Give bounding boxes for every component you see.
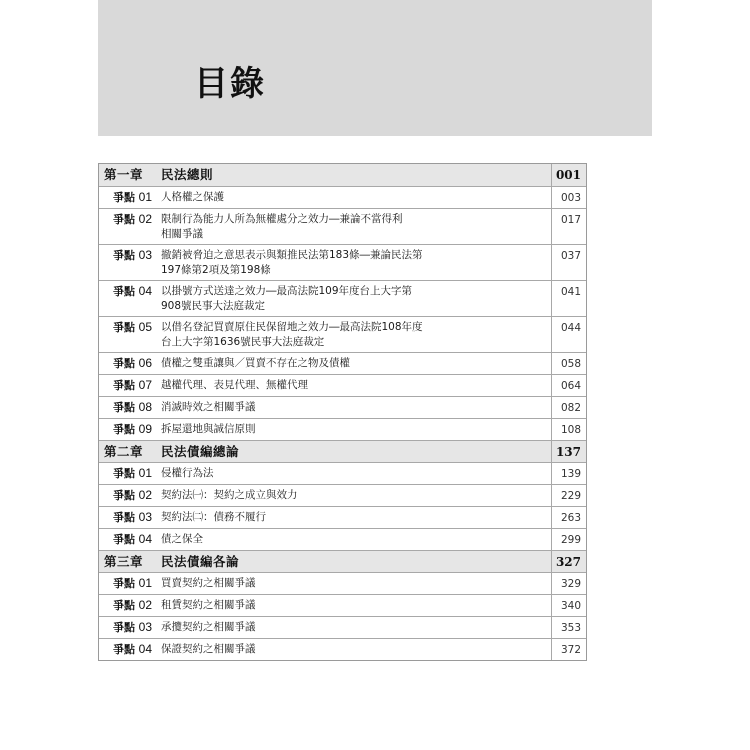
entry-body xyxy=(99,353,552,374)
issue-number: 05 xyxy=(138,320,153,334)
entry-page-number: 229 xyxy=(560,490,581,502)
toc-entry[interactable] xyxy=(99,506,586,528)
issue-title-line: 台上大字第1636號民事大法庭裁定 xyxy=(161,336,325,348)
issue-number: 03 xyxy=(138,510,153,524)
toc-entry[interactable] xyxy=(99,418,586,440)
toc-entry[interactable] xyxy=(99,528,586,550)
entry-page-number: 299 xyxy=(560,534,581,546)
entry-page-number: 041 xyxy=(560,286,581,298)
toc-entry[interactable] xyxy=(99,484,586,506)
issue-badge xyxy=(113,190,159,208)
issue-title xyxy=(159,598,551,616)
entry-body xyxy=(99,507,552,528)
toc-entry[interactable] xyxy=(99,374,586,396)
chapter-row[interactable] xyxy=(99,440,586,462)
issue-title-line: 人格權之保護 xyxy=(161,191,224,203)
issue-title-line: 租賃契約之相關爭議 xyxy=(161,599,256,611)
issue-number: 02 xyxy=(138,598,153,612)
entry-page-number: 139 xyxy=(560,468,581,480)
issue-title-line: 以借名登記買賣原住民保留地之效力―最高法院108年度 xyxy=(161,321,423,333)
issue-title-line: 消滅時效之相關爭議 xyxy=(161,401,256,413)
entry-body xyxy=(99,529,552,550)
issue-number: 07 xyxy=(138,378,153,392)
issue-badge xyxy=(113,466,159,484)
issue-label: 爭點 xyxy=(113,191,135,204)
chapter-title: 民法債編各論 xyxy=(161,554,240,569)
issue-label: 爭點 xyxy=(113,285,135,298)
entry-page-number: 372 xyxy=(560,644,581,656)
entry-body xyxy=(99,281,552,316)
issue-title xyxy=(159,284,551,316)
chapter-page-number: 137 xyxy=(555,445,581,459)
toc-entry[interactable] xyxy=(99,280,586,316)
issue-title-line: 契約法㈠：契約之成立與效力 xyxy=(161,489,298,501)
toc-entry[interactable] xyxy=(99,186,586,208)
issue-title xyxy=(159,620,551,638)
issue-label: 爭點 xyxy=(113,321,135,334)
issue-label: 爭點 xyxy=(113,621,135,634)
issue-badge xyxy=(113,400,159,418)
issue-title xyxy=(159,400,551,418)
issue-title xyxy=(159,212,551,244)
title-band xyxy=(98,0,652,136)
issue-number: 04 xyxy=(138,284,153,298)
issue-number: 01 xyxy=(138,466,153,480)
issue-title-line: 以掛號方式送達之效力―最高法院109年度台上大字第 xyxy=(161,285,413,297)
issue-title-line: 債權之雙重讓與／買賣不存在之物及債權 xyxy=(161,357,350,369)
entry-page-number: 017 xyxy=(560,214,581,226)
chapter-number: 第三章 xyxy=(104,554,144,569)
issue-number: 01 xyxy=(138,190,153,204)
issue-title xyxy=(159,642,551,660)
issue-badge xyxy=(113,620,159,638)
issue-number: 04 xyxy=(138,532,153,546)
chapter-heading xyxy=(99,441,552,462)
entry-page-number: 353 xyxy=(560,622,581,634)
toc-entry[interactable] xyxy=(99,462,586,484)
entry-page-number: 082 xyxy=(560,402,581,414)
chapter-row[interactable] xyxy=(99,164,586,186)
entry-body xyxy=(99,375,552,396)
issue-badge xyxy=(113,378,159,396)
issue-number: 08 xyxy=(138,400,153,414)
issue-label: 爭點 xyxy=(113,489,135,502)
entry-body xyxy=(99,317,552,352)
issue-badge xyxy=(113,284,159,316)
issue-title-line: 買賣契約之相關爭議 xyxy=(161,577,256,589)
issue-label: 爭點 xyxy=(113,357,135,370)
toc-entry[interactable] xyxy=(99,638,586,660)
issue-title-line: 保證契約之相關爭議 xyxy=(161,643,256,655)
issue-badge xyxy=(113,576,159,594)
issue-label: 爭點 xyxy=(113,511,135,524)
issue-title-line: 197條第2項及第198條 xyxy=(161,264,271,276)
chapter-title: 民法債編總論 xyxy=(161,444,240,459)
issue-title-line: 承攬契約之相關爭議 xyxy=(161,621,256,633)
issue-title xyxy=(159,422,551,440)
entry-body xyxy=(99,187,552,208)
issue-badge xyxy=(113,642,159,660)
issue-badge xyxy=(113,248,159,280)
issue-badge xyxy=(113,598,159,616)
entry-body xyxy=(99,463,552,484)
chapter-title: 民法總則 xyxy=(161,167,214,182)
issue-title xyxy=(159,356,551,374)
issue-title xyxy=(159,488,551,506)
issue-title-line: 拆屋還地與誠信原則 xyxy=(161,423,256,435)
entry-body xyxy=(99,617,552,638)
issue-label: 爭點 xyxy=(113,643,135,656)
issue-badge xyxy=(113,532,159,550)
issue-title-line: 越權代理、表見代理、無權代理 xyxy=(161,379,308,391)
entry-body xyxy=(99,573,552,594)
issue-label: 爭點 xyxy=(113,577,135,590)
chapter-page-number: 327 xyxy=(555,555,581,569)
entry-page-number: 329 xyxy=(560,578,581,590)
issue-label: 爭點 xyxy=(113,467,135,480)
page-title: 目錄 xyxy=(194,64,266,104)
chapter-row[interactable] xyxy=(99,550,586,572)
entry-body xyxy=(99,397,552,418)
entry-page-number: 064 xyxy=(560,380,581,392)
entry-page-number: 108 xyxy=(560,424,581,436)
issue-label: 爭點 xyxy=(113,379,135,392)
entry-page-number: 003 xyxy=(560,192,581,204)
issue-label: 爭點 xyxy=(113,249,135,262)
issue-title-line: 侵權行為法 xyxy=(161,467,214,479)
issue-number: 01 xyxy=(138,576,153,590)
issue-number: 02 xyxy=(138,212,153,226)
chapter-heading xyxy=(99,551,552,572)
issue-number: 04 xyxy=(138,642,153,656)
toc-entry[interactable] xyxy=(99,244,586,280)
issue-number: 03 xyxy=(138,248,153,262)
issue-badge xyxy=(113,510,159,528)
issue-number: 06 xyxy=(138,356,153,370)
entry-page-number: 263 xyxy=(560,512,581,524)
toc-entry[interactable] xyxy=(99,316,586,352)
table-of-contents xyxy=(98,163,587,661)
toc-entry[interactable] xyxy=(99,572,586,594)
issue-title xyxy=(159,466,551,484)
issue-label: 爭點 xyxy=(113,423,135,436)
issue-label: 爭點 xyxy=(113,401,135,414)
chapter-number: 第二章 xyxy=(104,444,144,459)
entry-body xyxy=(99,595,552,616)
toc-entry[interactable] xyxy=(99,352,586,374)
issue-badge xyxy=(113,356,159,374)
entry-page-number: 037 xyxy=(560,250,581,262)
issue-label: 爭點 xyxy=(113,213,135,226)
issue-label: 爭點 xyxy=(113,533,135,546)
issue-title-line: 債之保全 xyxy=(161,533,203,545)
issue-title xyxy=(159,248,551,280)
issue-badge xyxy=(113,212,159,244)
issue-badge xyxy=(113,488,159,506)
toc-entry[interactable] xyxy=(99,594,586,616)
issue-title-line: 限制行為能力人所為無權處分之效力―兼論不當得利 xyxy=(161,213,403,225)
issue-title-line: 契約法㈡：債務不履行 xyxy=(161,511,266,523)
issue-number: 09 xyxy=(138,422,153,436)
issue-title-line: 相關爭議 xyxy=(161,228,203,240)
chapter-number: 第一章 xyxy=(104,167,144,182)
toc-entry[interactable] xyxy=(99,208,586,244)
issue-title xyxy=(159,190,551,208)
issue-title-line: 撤銷被脅迫之意思表示與類推民法第183條―兼論民法第 xyxy=(161,249,423,261)
issue-title-line: 908號民事大法庭裁定 xyxy=(161,300,266,312)
entry-page-number: 044 xyxy=(560,322,581,334)
issue-title xyxy=(159,576,551,594)
chapter-page-number: 001 xyxy=(555,168,581,182)
chapter-heading xyxy=(99,164,552,186)
entry-body xyxy=(99,639,552,660)
issue-number: 03 xyxy=(138,620,153,634)
entry-page-number: 058 xyxy=(560,358,581,370)
issue-label: 爭點 xyxy=(113,599,135,612)
issue-title xyxy=(159,510,551,528)
issue-number: 02 xyxy=(138,488,153,502)
entry-body xyxy=(99,419,552,440)
issue-title xyxy=(159,378,551,396)
issue-badge xyxy=(113,320,159,352)
issue-badge xyxy=(113,422,159,440)
toc-entry[interactable] xyxy=(99,396,586,418)
entry-body xyxy=(99,485,552,506)
entry-body xyxy=(99,209,552,244)
issue-title xyxy=(159,320,551,352)
entry-body xyxy=(99,245,552,280)
entry-page-number: 340 xyxy=(560,600,581,612)
toc-entry[interactable] xyxy=(99,616,586,638)
issue-title xyxy=(159,532,551,550)
